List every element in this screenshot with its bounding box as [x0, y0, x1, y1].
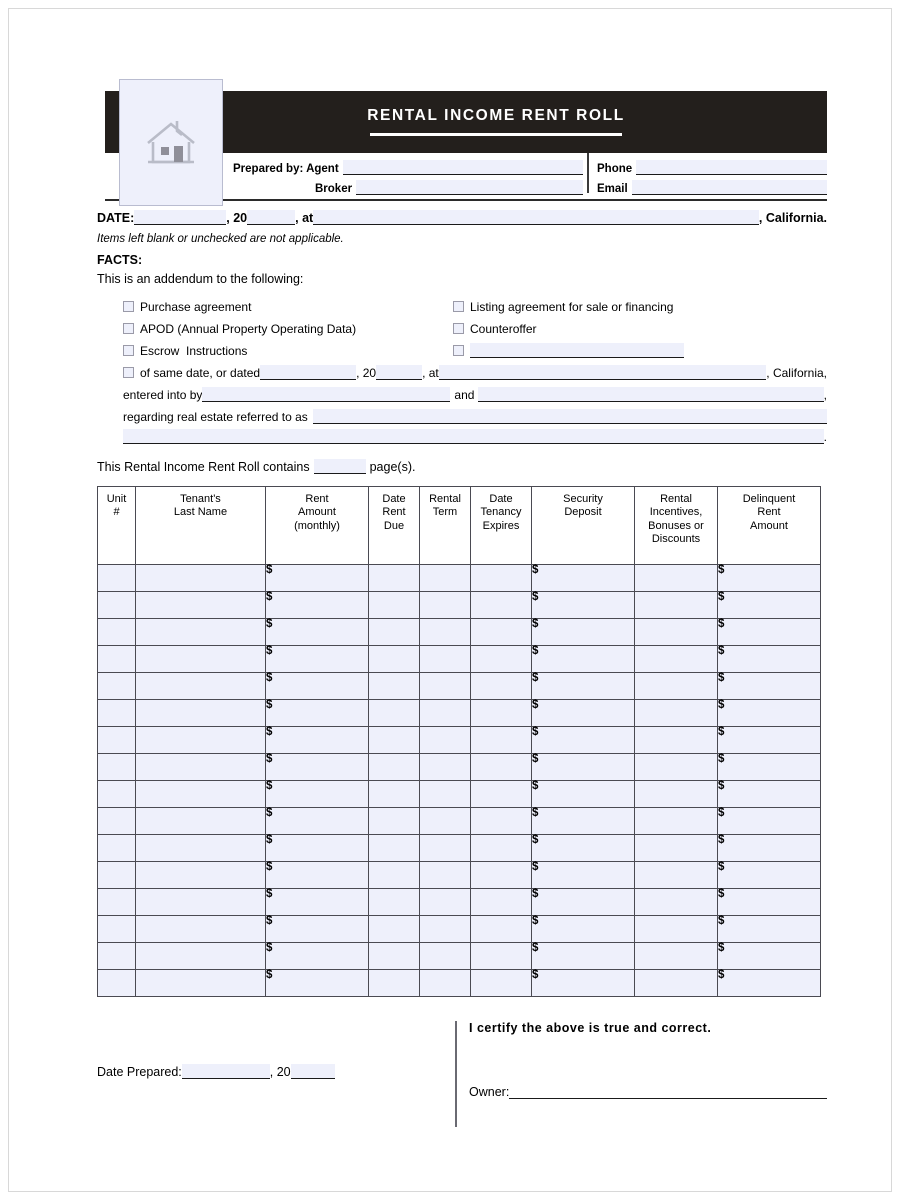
table-cell[interactable] [136, 835, 266, 862]
table-cell[interactable] [98, 754, 136, 781]
table-cell[interactable]: $ [532, 862, 635, 889]
date-label: DATE: [97, 211, 135, 225]
table-cell[interactable] [471, 700, 532, 727]
table-cell[interactable]: $ [266, 700, 369, 727]
checkbox-counteroffer[interactable] [453, 322, 827, 336]
table-cell[interactable] [136, 808, 266, 835]
checkbox-label: Escrow Instructions [140, 344, 248, 358]
table-cell[interactable] [369, 781, 420, 808]
party-one-field[interactable] [202, 387, 450, 402]
other-addendum-field[interactable] [470, 343, 684, 358]
table-cell[interactable]: $ [532, 970, 635, 997]
table-cell[interactable] [98, 619, 136, 646]
table-cell[interactable] [420, 592, 471, 619]
table-cell[interactable] [98, 808, 136, 835]
email-label: Email [597, 183, 628, 195]
table-cell[interactable] [98, 943, 136, 970]
date-state-suffix: , California. [758, 211, 827, 225]
column-header-line: Rent [757, 506, 781, 519]
prepared-by-divider [587, 153, 589, 193]
table-cell[interactable]: $ [532, 619, 635, 646]
table-cell[interactable] [369, 835, 420, 862]
table-cell[interactable] [420, 754, 471, 781]
date-city-field[interactable] [313, 210, 759, 225]
checkbox-icon[interactable] [123, 323, 134, 334]
table-header-row [98, 487, 821, 565]
facts-heading: FACTS: [97, 253, 143, 267]
party-two-field[interactable] [478, 387, 823, 402]
table-cell[interactable] [98, 646, 136, 673]
checkbox-icon[interactable] [123, 367, 134, 378]
table-cell[interactable]: $ [718, 970, 821, 997]
broker-row [233, 175, 583, 195]
page-count-suffix: page(s). [369, 460, 416, 474]
same-date-year-prefix: , 20 [356, 366, 377, 380]
table-cell[interactable] [420, 619, 471, 646]
table-cell[interactable] [471, 646, 532, 673]
table-cell[interactable] [635, 916, 718, 943]
same-date-year-field[interactable] [376, 365, 422, 380]
certify-text: I certify the above is true and correct. [469, 1021, 712, 1035]
table-row [98, 781, 821, 808]
table-cell[interactable]: $ [266, 889, 369, 916]
phone-label: Phone [597, 163, 633, 175]
table-cell[interactable] [136, 889, 266, 916]
document-page [8, 8, 892, 1192]
table-cell[interactable] [420, 781, 471, 808]
table-cell[interactable] [369, 619, 420, 646]
date-at-label: , at [295, 211, 314, 225]
column-header-line: Date [489, 493, 513, 505]
checkbox-icon[interactable] [453, 323, 464, 334]
date-year-prefix: , 20 [226, 211, 248, 225]
footer-section [97, 1021, 827, 1141]
table-cell[interactable] [635, 970, 718, 997]
column-header-4 [420, 487, 471, 565]
column-header-5 [471, 487, 532, 565]
table-cell[interactable]: $ [532, 754, 635, 781]
table-cell[interactable] [136, 673, 266, 700]
table-cell[interactable]: $ [266, 943, 369, 970]
table-cell[interactable] [420, 565, 471, 592]
table-cell[interactable] [471, 943, 532, 970]
house-icon [119, 79, 223, 206]
header-band [105, 91, 827, 153]
table-cell[interactable]: $ [718, 781, 821, 808]
table-cell[interactable] [98, 781, 136, 808]
column-header-line: Date [382, 493, 406, 505]
checkbox-escrow-instructions[interactable] [123, 344, 453, 358]
table-cell[interactable] [369, 862, 420, 889]
table-body [98, 565, 821, 997]
table-cell[interactable] [420, 835, 471, 862]
table-cell[interactable]: $ [266, 727, 369, 754]
regarding-property-row-cont [123, 424, 827, 444]
table-cell[interactable] [471, 619, 532, 646]
table-cell[interactable] [98, 916, 136, 943]
table-cell[interactable] [369, 916, 420, 943]
table-cell[interactable]: $ [266, 808, 369, 835]
column-header-line: Last Name [173, 506, 228, 519]
table-cell[interactable] [635, 565, 718, 592]
email-field[interactable] [632, 180, 827, 195]
table-cell[interactable] [635, 889, 718, 916]
column-header-0 [98, 487, 136, 565]
same-date-label: of same date, or dated [140, 366, 261, 380]
table-cell[interactable] [369, 970, 420, 997]
table-cell[interactable]: $ [532, 916, 635, 943]
table-cell[interactable] [471, 889, 532, 916]
table-cell[interactable] [98, 970, 136, 997]
table-row [98, 970, 821, 997]
table-cell[interactable] [369, 673, 420, 700]
table-cell[interactable] [635, 835, 718, 862]
table-cell[interactable]: $ [718, 673, 821, 700]
column-header-line: Tenancy [480, 506, 522, 519]
table-cell[interactable] [136, 565, 266, 592]
column-header-2 [266, 487, 369, 565]
table-cell[interactable]: $ [718, 565, 821, 592]
date-field[interactable] [134, 210, 226, 225]
date-line [97, 207, 827, 225]
checkbox-row-2 [123, 314, 827, 336]
table-cell[interactable] [635, 700, 718, 727]
table-cell[interactable]: $ [718, 889, 821, 916]
table-cell[interactable]: $ [532, 646, 635, 673]
column-header-line: Security [563, 493, 603, 505]
table-cell[interactable]: $ [532, 700, 635, 727]
table-cell[interactable]: $ [718, 862, 821, 889]
column-header-line: Due [383, 519, 405, 532]
same-date-state-suffix: , California, [766, 366, 827, 380]
table-cell[interactable] [98, 889, 136, 916]
same-date-field[interactable] [260, 365, 356, 380]
column-header-8 [718, 487, 821, 565]
table-cell[interactable] [98, 592, 136, 619]
owner-signature-field[interactable] [509, 1085, 827, 1099]
table-cell[interactable] [98, 673, 136, 700]
table-cell[interactable] [420, 916, 471, 943]
checkbox-same-date-row [123, 358, 827, 380]
checkbox-listing-agreement[interactable] [453, 300, 827, 314]
title-underline [370, 133, 622, 136]
column-header-line: Rental [429, 493, 461, 505]
table-row [98, 619, 821, 646]
table-cell[interactable]: $ [718, 916, 821, 943]
table-cell[interactable] [369, 565, 420, 592]
regarding-property-row [123, 402, 827, 424]
table-row [98, 673, 821, 700]
table-row [98, 889, 821, 916]
date-prepared-field[interactable] [182, 1064, 270, 1079]
checkbox-apod[interactable] [123, 322, 453, 336]
parties-trailing-period: . [823, 430, 827, 444]
checkbox-other[interactable] [453, 343, 827, 358]
table-cell[interactable] [420, 700, 471, 727]
table-cell[interactable]: $ [718, 619, 821, 646]
column-header-7 [635, 487, 718, 565]
table-cell[interactable] [635, 673, 718, 700]
table-cell[interactable] [635, 646, 718, 673]
table-cell[interactable]: $ [532, 673, 635, 700]
table-cell[interactable]: $ [532, 835, 635, 862]
table-cell[interactable] [471, 970, 532, 997]
checkbox-icon[interactable] [123, 301, 134, 312]
table-cell[interactable] [369, 754, 420, 781]
table-cell[interactable] [136, 943, 266, 970]
agent-field[interactable] [343, 160, 583, 175]
table-cell[interactable] [471, 673, 532, 700]
table-cell[interactable]: $ [532, 565, 635, 592]
addendum-intro: This is an addendum to the following: [97, 272, 304, 286]
table-cell[interactable]: $ [718, 754, 821, 781]
table-row [98, 592, 821, 619]
addendum-checkbox-group [123, 292, 827, 380]
table-cell[interactable] [136, 754, 266, 781]
page-title: RENTAL INCOME RENT ROLL [367, 107, 625, 124]
table-cell[interactable]: $ [718, 835, 821, 862]
date-prepared-label: Date Prepared: [97, 1065, 182, 1079]
table-cell[interactable]: $ [718, 700, 821, 727]
table-cell[interactable] [136, 727, 266, 754]
table-cell[interactable]: $ [266, 970, 369, 997]
table-cell[interactable] [471, 916, 532, 943]
agent-row [233, 155, 583, 175]
form-sheet [97, 91, 827, 1141]
table-cell[interactable] [369, 889, 420, 916]
broker-field[interactable] [356, 180, 583, 195]
table-cell[interactable]: $ [266, 862, 369, 889]
table-cell[interactable]: $ [718, 646, 821, 673]
table-cell[interactable]: $ [532, 592, 635, 619]
column-header-6 [532, 487, 635, 565]
checkbox-row-1 [123, 292, 827, 314]
checkbox-label: Purchase agreement [140, 300, 252, 314]
column-header-line: Bonuses or [648, 519, 704, 532]
table-cell[interactable] [369, 727, 420, 754]
checkbox-label: Counteroffer [470, 322, 537, 336]
table-cell[interactable]: $ [266, 619, 369, 646]
table-row [98, 646, 821, 673]
table-cell[interactable]: $ [718, 943, 821, 970]
checkbox-purchase-agreement[interactable] [123, 300, 453, 314]
table-cell[interactable] [420, 808, 471, 835]
table-cell[interactable]: $ [266, 673, 369, 700]
table-row [98, 727, 821, 754]
certification-block [469, 1021, 827, 1099]
entered-into-by-row [123, 380, 827, 402]
column-header-3 [369, 487, 420, 565]
table-cell[interactable] [136, 916, 266, 943]
checkbox-label: APOD (Annual Property Operating Data) [140, 322, 357, 336]
table-cell[interactable] [635, 781, 718, 808]
table-cell[interactable] [369, 646, 420, 673]
table-cell[interactable]: $ [532, 781, 635, 808]
table-cell[interactable] [136, 970, 266, 997]
phone-row [597, 155, 827, 175]
table-cell[interactable] [471, 808, 532, 835]
phone-field[interactable] [636, 160, 827, 175]
property-field[interactable] [313, 409, 827, 424]
table-cell[interactable] [471, 862, 532, 889]
rent-roll-table [97, 486, 821, 997]
table-cell[interactable] [471, 565, 532, 592]
checkbox-icon[interactable] [123, 345, 134, 356]
table-cell[interactable] [136, 619, 266, 646]
and-label: and [454, 388, 475, 402]
property-field-cont[interactable] [123, 429, 824, 444]
column-header-line: Expires [482, 519, 520, 532]
table-cell[interactable] [635, 862, 718, 889]
table-cell[interactable] [369, 943, 420, 970]
parties-trailing-comma: , [823, 388, 827, 402]
column-header-line: Term [432, 506, 458, 519]
table-cell[interactable] [98, 835, 136, 862]
column-header-line: Discounts [651, 533, 701, 546]
table-cell[interactable] [136, 700, 266, 727]
table-cell[interactable]: $ [532, 889, 635, 916]
table-row [98, 943, 821, 970]
table-cell[interactable] [420, 970, 471, 997]
table-cell[interactable] [471, 835, 532, 862]
column-header-line: Rent [382, 506, 406, 519]
table-cell[interactable] [471, 727, 532, 754]
table-cell[interactable] [136, 592, 266, 619]
regarding-label: regarding real estate referred to as [123, 410, 308, 424]
table-cell[interactable] [635, 592, 718, 619]
date-prepared-row [97, 1059, 427, 1079]
column-header-line: Delinquent [742, 493, 796, 505]
column-header-1 [136, 487, 266, 565]
table-cell[interactable]: $ [266, 565, 369, 592]
page-count-field[interactable] [314, 459, 366, 474]
checkbox-row-3 [123, 336, 827, 358]
date-year-field[interactable] [247, 210, 295, 225]
column-header-line: Rent [305, 493, 329, 505]
email-row [597, 175, 827, 195]
blank-items-note: Items left blank or unchecked are not applicable. [97, 233, 344, 245]
table-cell[interactable] [420, 862, 471, 889]
column-header-line: # [113, 506, 120, 519]
table-cell[interactable] [420, 889, 471, 916]
table-cell[interactable] [635, 808, 718, 835]
table-cell[interactable] [635, 727, 718, 754]
column-header-line: (monthly) [294, 519, 340, 532]
agent-label: Prepared by: Agent [233, 163, 339, 175]
same-date-city-field[interactable] [439, 365, 767, 380]
same-date-at-label: , at [422, 366, 439, 380]
footer-divider [455, 1021, 457, 1127]
table-cell[interactable] [635, 619, 718, 646]
column-header-line: Rental [660, 493, 692, 505]
table-cell[interactable] [369, 700, 420, 727]
broker-label: Broker [315, 183, 353, 195]
table-row [98, 835, 821, 862]
table-cell[interactable] [635, 754, 718, 781]
table-cell[interactable]: $ [266, 592, 369, 619]
table-cell[interactable] [136, 862, 266, 889]
column-header-line: Amount [750, 519, 788, 532]
page-count-prefix: This Rental Income Rent Roll contains [97, 460, 310, 474]
table-cell[interactable]: $ [532, 943, 635, 970]
table-cell[interactable] [420, 943, 471, 970]
checkbox-icon[interactable] [453, 301, 464, 312]
table-cell[interactable] [471, 781, 532, 808]
table-cell[interactable] [369, 592, 420, 619]
date-prepared-year-prefix: , 20 [269, 1065, 291, 1079]
table-cell[interactable]: $ [718, 808, 821, 835]
table-cell[interactable] [471, 592, 532, 619]
column-header-line: Tenant's [180, 493, 221, 505]
table-cell[interactable] [98, 727, 136, 754]
table-cell[interactable] [136, 646, 266, 673]
prepared-by-left [233, 155, 583, 195]
table-cell[interactable] [369, 808, 420, 835]
table-cell[interactable]: $ [266, 781, 369, 808]
table-cell[interactable]: $ [532, 808, 635, 835]
page-count-row [97, 454, 827, 474]
table-row [98, 565, 821, 592]
table-cell[interactable]: $ [266, 646, 369, 673]
owner-signature-row [469, 1079, 827, 1099]
table-cell[interactable] [420, 673, 471, 700]
table-row [98, 754, 821, 781]
table-row [98, 808, 821, 835]
date-prepared-year-field[interactable] [291, 1064, 335, 1079]
table-cell[interactable]: $ [532, 727, 635, 754]
column-header-line: Unit [106, 493, 127, 505]
table-cell[interactable] [98, 565, 136, 592]
table-row [98, 700, 821, 727]
checkbox-icon[interactable] [453, 345, 464, 356]
table-cell[interactable]: $ [266, 916, 369, 943]
column-header-line: Incentives, [649, 506, 703, 519]
checkbox-label: Listing agreement for sale or financing [470, 300, 674, 314]
table-cell[interactable]: $ [718, 592, 821, 619]
table-cell[interactable] [471, 754, 532, 781]
table-cell[interactable]: $ [718, 727, 821, 754]
column-header-line: Deposit [564, 506, 602, 519]
table-row [98, 862, 821, 889]
table-cell[interactable] [420, 727, 471, 754]
table-cell[interactable] [98, 862, 136, 889]
table-cell[interactable]: $ [266, 754, 369, 781]
owner-label: Owner: [469, 1085, 510, 1099]
table-cell[interactable] [420, 646, 471, 673]
prepared-by-right [597, 155, 827, 195]
column-header-line: Amount [298, 506, 336, 519]
table-cell[interactable] [98, 700, 136, 727]
table-cell[interactable] [136, 781, 266, 808]
table-row [98, 916, 821, 943]
table-cell[interactable] [635, 943, 718, 970]
table-cell[interactable]: $ [266, 835, 369, 862]
entered-into-by-label: entered into by [123, 388, 203, 402]
